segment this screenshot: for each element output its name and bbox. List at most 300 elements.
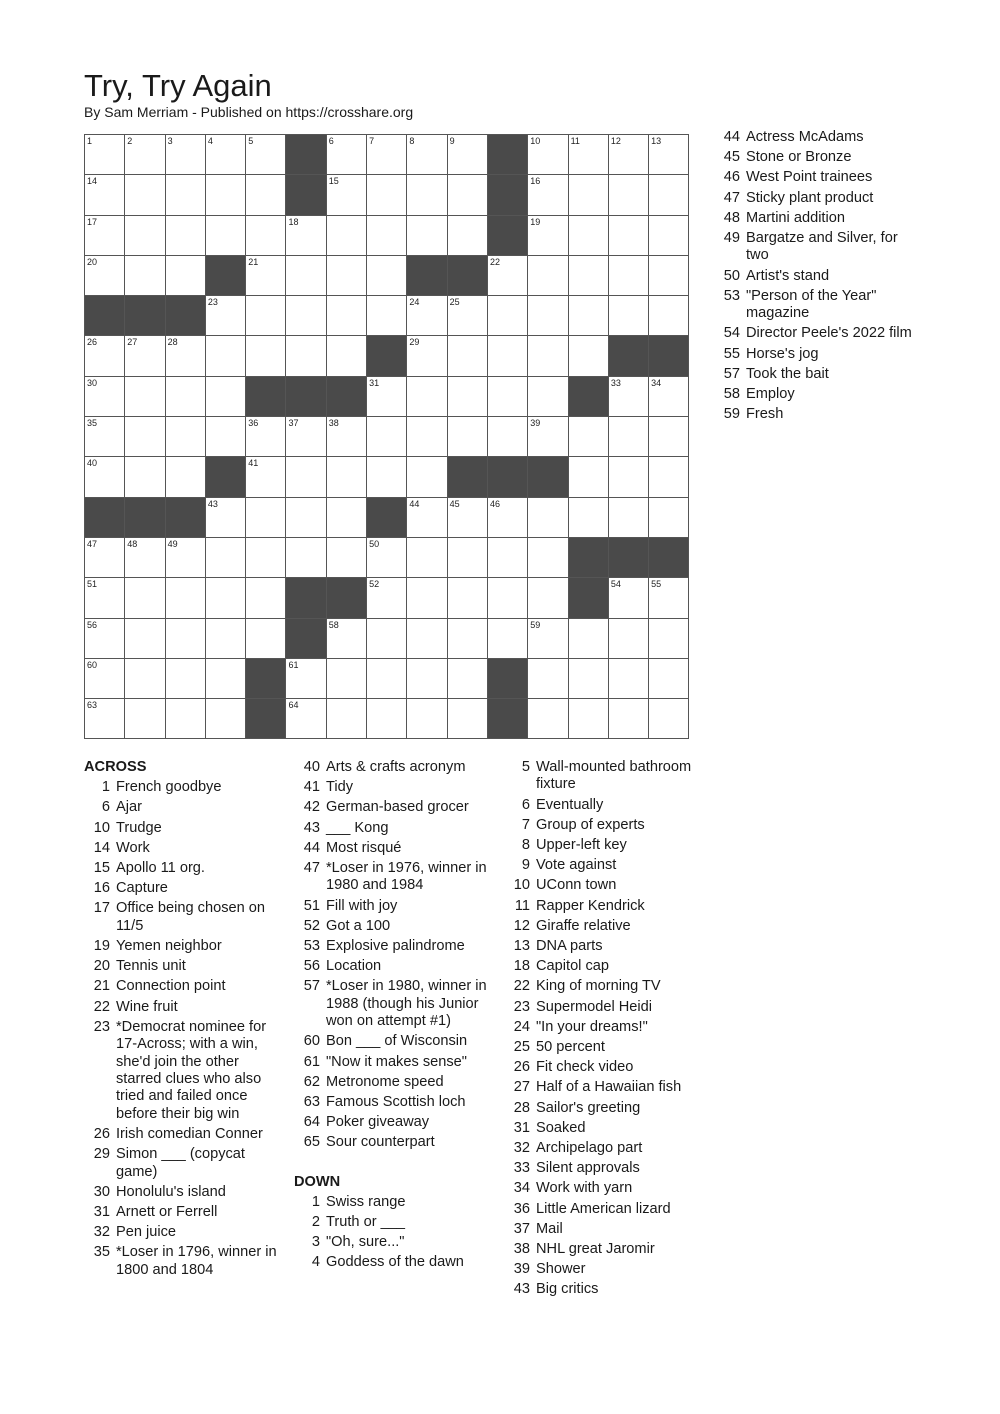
grid-cell[interactable] (528, 175, 568, 215)
grid-cell[interactable] (448, 699, 488, 739)
clue[interactable] (504, 857, 704, 874)
grid-cell[interactable] (609, 216, 649, 256)
grid-cell[interactable] (569, 619, 609, 659)
grid-cell[interactable] (85, 699, 125, 739)
grid-cell[interactable] (85, 417, 125, 457)
grid-cell[interactable] (649, 659, 689, 699)
grid-cell[interactable] (649, 296, 689, 336)
grid-cell[interactable] (85, 336, 125, 376)
grid-cell[interactable] (448, 135, 488, 175)
clue[interactable] (84, 799, 278, 816)
clue[interactable] (714, 325, 914, 342)
grid-cell[interactable] (327, 659, 367, 699)
grid-cell[interactable] (528, 498, 568, 538)
grid-cell[interactable] (327, 256, 367, 296)
clue-number: 34 (513, 1180, 530, 1197)
clue-text: Arts & crafts acronym (326, 759, 466, 775)
grid-cell[interactable] (85, 619, 125, 659)
grid-cell[interactable] (125, 699, 165, 739)
clue[interactable] (504, 1180, 704, 1197)
grid-cell[interactable] (206, 619, 246, 659)
clue-text: Truth or ___ (326, 1214, 405, 1231)
clue[interactable] (84, 1184, 278, 1201)
grid-cell[interactable] (367, 659, 407, 699)
grid-cell[interactable] (246, 336, 286, 376)
grid-cell[interactable] (206, 135, 246, 175)
clue-text: Martini addition (746, 209, 845, 226)
grid-cell[interactable] (407, 296, 447, 336)
grid-cell[interactable] (569, 135, 609, 175)
grid-cell[interactable] (166, 216, 206, 256)
grid-cell[interactable] (327, 336, 367, 376)
clue[interactable] (714, 346, 914, 363)
grid-cell[interactable] (206, 336, 246, 376)
cell-number: 35 (87, 418, 98, 429)
clue-text: Mail (536, 1220, 563, 1237)
clue[interactable] (294, 978, 490, 1030)
grid-cell[interactable] (246, 216, 286, 256)
grid-cell[interactable] (528, 417, 568, 457)
grid-cell[interactable] (166, 135, 206, 175)
clue-number: 32 (513, 1140, 530, 1157)
grid-cell[interactable] (367, 538, 407, 578)
grid-cell[interactable] (448, 619, 488, 659)
grid-cell[interactable] (125, 659, 165, 699)
clue[interactable] (714, 366, 914, 383)
grid-cell[interactable] (448, 417, 488, 457)
clue[interactable] (504, 1039, 704, 1056)
clue[interactable] (84, 820, 278, 837)
clue[interactable] (294, 1114, 490, 1131)
grid-cell[interactable] (448, 578, 488, 618)
grid-cell[interactable] (367, 256, 407, 296)
grid-cell[interactable] (166, 417, 206, 457)
grid-cell[interactable] (246, 578, 286, 618)
clue[interactable] (504, 1079, 704, 1096)
clue-text: Upper-left key (536, 837, 627, 854)
black-square (528, 457, 568, 497)
cell-number: 17 (87, 216, 98, 227)
clue[interactable] (294, 1194, 490, 1211)
grid-cell[interactable] (488, 417, 528, 457)
clue[interactable] (294, 918, 490, 935)
grid-cell[interactable] (649, 417, 689, 457)
grid-cell[interactable] (125, 336, 165, 376)
clue[interactable] (714, 190, 914, 207)
grid-cell[interactable] (649, 256, 689, 296)
clue[interactable] (84, 1224, 278, 1241)
cell-number: 38 (328, 418, 339, 429)
clue-list (84, 779, 278, 1279)
grid-cell[interactable] (448, 659, 488, 699)
grid-cell[interactable] (609, 659, 649, 699)
clue[interactable] (504, 1261, 704, 1278)
grid-cell[interactable] (125, 538, 165, 578)
clue[interactable] (294, 1214, 490, 1231)
grid-cell[interactable] (85, 256, 125, 296)
cell-number: 7 (369, 136, 375, 146)
clue[interactable] (294, 1094, 490, 1111)
black-square (246, 659, 286, 699)
grid-cell[interactable] (569, 659, 609, 699)
grid-cell[interactable] (327, 135, 367, 175)
grid-cell[interactable] (649, 135, 689, 175)
clue-number: 14 (93, 839, 110, 856)
grid-cell[interactable] (85, 175, 125, 215)
clue[interactable] (504, 1221, 704, 1238)
clue[interactable] (294, 938, 490, 955)
grid-cell[interactable] (528, 135, 568, 175)
grid-cell[interactable] (528, 256, 568, 296)
grid-cell[interactable] (569, 457, 609, 497)
grid-cell[interactable] (246, 498, 286, 538)
clue[interactable] (294, 1134, 490, 1151)
grid-cell[interactable] (649, 498, 689, 538)
grid-cell[interactable] (166, 699, 206, 739)
grid-cell[interactable] (327, 498, 367, 538)
grid-cell[interactable] (569, 175, 609, 215)
grid-cell[interactable] (448, 216, 488, 256)
grid-cell[interactable] (407, 659, 447, 699)
grid-cell[interactable] (367, 135, 407, 175)
clue-text: Fill with joy (326, 897, 398, 914)
clue-number: 24 (513, 1018, 530, 1035)
clue[interactable] (714, 268, 914, 285)
grid-cell[interactable] (609, 619, 649, 659)
grid-cell[interactable] (85, 457, 125, 497)
clue[interactable] (294, 759, 490, 776)
grid-cell[interactable] (166, 619, 206, 659)
grid-cell[interactable] (528, 619, 568, 659)
grid-cell[interactable] (528, 699, 568, 739)
clue[interactable] (714, 210, 914, 227)
clue[interactable] (504, 1241, 704, 1258)
grid-cell[interactable] (407, 216, 447, 256)
grid-cell[interactable] (407, 498, 447, 538)
grid-cell[interactable] (246, 175, 286, 215)
grid-cell[interactable] (609, 498, 649, 538)
grid-cell[interactable] (609, 175, 649, 215)
grid-cell[interactable] (488, 296, 528, 336)
grid-cell[interactable] (166, 538, 206, 578)
grid-cell[interactable] (166, 578, 206, 618)
grid-cell[interactable] (367, 699, 407, 739)
clue[interactable] (294, 820, 490, 837)
clue-number: 65 (303, 1134, 320, 1151)
grid-cell[interactable] (327, 457, 367, 497)
clue-number: 12 (513, 917, 530, 934)
clue[interactable] (84, 1244, 278, 1279)
clue[interactable] (84, 938, 278, 955)
grid-cell[interactable] (407, 457, 447, 497)
grid-cell[interactable] (649, 457, 689, 497)
grid-cell[interactable] (649, 699, 689, 739)
grid-cell[interactable] (569, 417, 609, 457)
grid-cell[interactable] (609, 135, 649, 175)
grid-cell[interactable] (286, 699, 326, 739)
grid-cell[interactable] (246, 619, 286, 659)
clue[interactable] (504, 958, 704, 975)
grid-cell[interactable] (166, 377, 206, 417)
grid-cell[interactable] (246, 457, 286, 497)
clue[interactable] (294, 1234, 490, 1251)
grid-cell[interactable] (367, 175, 407, 215)
clue-text: Half of a Hawaiian fish (536, 1079, 682, 1096)
grid-cell[interactable] (609, 417, 649, 457)
clue[interactable] (294, 840, 490, 857)
grid-cell[interactable] (286, 336, 326, 376)
grid-cell[interactable] (488, 336, 528, 376)
grid-cell[interactable] (85, 216, 125, 256)
grid-cell[interactable] (85, 538, 125, 578)
grid-cell[interactable] (569, 498, 609, 538)
grid-cell[interactable] (488, 256, 528, 296)
grid-cell[interactable] (206, 538, 246, 578)
grid-cell[interactable] (407, 377, 447, 417)
grid-cell[interactable] (407, 135, 447, 175)
grid-cell[interactable] (125, 216, 165, 256)
grid-cell[interactable] (649, 216, 689, 256)
grid-cell[interactable] (125, 256, 165, 296)
grid-cell[interactable] (286, 216, 326, 256)
grid-cell[interactable] (609, 296, 649, 336)
grid-cell[interactable] (327, 699, 367, 739)
clue[interactable] (84, 1204, 278, 1221)
grid-cell[interactable] (488, 538, 528, 578)
grid-cell[interactable] (649, 619, 689, 659)
black-square (407, 256, 447, 296)
clue[interactable] (714, 129, 914, 146)
grid-cell[interactable] (125, 417, 165, 457)
grid-cell[interactable] (367, 578, 407, 618)
clue[interactable] (504, 918, 704, 935)
grid-cell[interactable] (407, 699, 447, 739)
clue[interactable] (84, 1126, 278, 1143)
clue[interactable] (714, 169, 914, 186)
grid-cell[interactable] (569, 336, 609, 376)
clue[interactable] (504, 938, 704, 955)
grid-cell[interactable] (488, 619, 528, 659)
grid-cell[interactable] (569, 256, 609, 296)
grid-cell[interactable] (85, 578, 125, 618)
grid-cell[interactable] (448, 377, 488, 417)
grid-cell[interactable] (246, 256, 286, 296)
grid-cell[interactable] (206, 377, 246, 417)
clue[interactable] (294, 1254, 490, 1271)
grid-cell[interactable] (327, 538, 367, 578)
cell-number: 20 (87, 256, 98, 267)
grid-cell[interactable] (407, 175, 447, 215)
clue[interactable] (84, 1146, 278, 1181)
grid-cell[interactable] (488, 377, 528, 417)
grid-cell[interactable] (488, 578, 528, 618)
grid-cell[interactable] (206, 659, 246, 699)
clue[interactable] (84, 1019, 278, 1123)
grid-cell[interactable] (327, 619, 367, 659)
grid-cell[interactable] (448, 336, 488, 376)
grid-cell[interactable] (528, 659, 568, 699)
grid-cell[interactable] (448, 498, 488, 538)
clue-number: 37 (513, 1220, 530, 1237)
grid-cell[interactable] (528, 538, 568, 578)
grid-cell[interactable] (286, 296, 326, 336)
clue[interactable] (84, 958, 278, 975)
clue-number: 4 (311, 1254, 320, 1271)
grid-cell[interactable] (649, 578, 689, 618)
clue[interactable] (504, 1160, 704, 1177)
grid-cell[interactable] (448, 538, 488, 578)
grid-cell[interactable] (206, 175, 246, 215)
clue-text: DNA parts (536, 938, 603, 955)
grid-cell[interactable] (166, 336, 206, 376)
grid-cell[interactable] (125, 135, 165, 175)
clue[interactable] (84, 880, 278, 897)
clue[interactable] (504, 1100, 704, 1117)
grid-cell[interactable] (407, 619, 447, 659)
grid-cell[interactable] (286, 498, 326, 538)
grid-cell[interactable] (327, 216, 367, 256)
grid-cell[interactable] (125, 457, 165, 497)
grid-cell[interactable] (246, 538, 286, 578)
grid-cell[interactable] (246, 296, 286, 336)
grid-cell[interactable] (609, 377, 649, 417)
clue[interactable] (294, 1033, 490, 1050)
clue[interactable] (504, 1201, 704, 1218)
grid-cell[interactable] (367, 296, 407, 336)
grid-cell[interactable] (407, 538, 447, 578)
clue-number: 58 (723, 386, 740, 403)
clue[interactable] (294, 1054, 490, 1071)
grid-cell[interactable] (569, 296, 609, 336)
grid-cell[interactable] (286, 538, 326, 578)
clue[interactable] (84, 860, 278, 877)
grid-cell[interactable] (528, 296, 568, 336)
grid-cell[interactable] (206, 216, 246, 256)
clue[interactable] (294, 779, 490, 796)
clue-list (294, 1194, 490, 1272)
clue[interactable] (294, 860, 490, 895)
grid-cell[interactable] (206, 417, 246, 457)
clue[interactable] (504, 1019, 704, 1036)
clue[interactable] (84, 978, 278, 995)
grid-cell[interactable] (649, 377, 689, 417)
clue-number: 43 (513, 1281, 530, 1298)
down-clues-column-4 (714, 129, 914, 426)
grid-cell[interactable] (125, 377, 165, 417)
black-square (609, 336, 649, 376)
clue[interactable] (294, 958, 490, 975)
clue[interactable] (294, 799, 490, 816)
clue[interactable] (84, 779, 278, 796)
grid-cell[interactable] (166, 175, 206, 215)
grid-cell[interactable] (327, 296, 367, 336)
clue[interactable] (504, 817, 704, 834)
grid-cell[interactable] (206, 498, 246, 538)
clue[interactable] (504, 1140, 704, 1157)
grid-cell[interactable] (246, 135, 286, 175)
clue[interactable] (504, 837, 704, 854)
grid-cell[interactable] (85, 135, 125, 175)
grid-cell[interactable] (609, 256, 649, 296)
grid-cell[interactable] (286, 659, 326, 699)
grid-cell[interactable] (407, 336, 447, 376)
clue[interactable] (84, 999, 278, 1016)
grid-cell[interactable] (569, 216, 609, 256)
grid-cell[interactable] (367, 377, 407, 417)
grid-cell[interactable] (528, 336, 568, 376)
clue[interactable] (714, 230, 914, 265)
grid-cell[interactable] (407, 417, 447, 457)
grid-cell[interactable] (206, 296, 246, 336)
grid-cell[interactable] (367, 417, 407, 457)
grid-cell[interactable] (327, 417, 367, 457)
clue[interactable] (504, 978, 704, 995)
clue-number: 36 (513, 1200, 530, 1217)
clue-number: 23 (513, 998, 530, 1015)
clue-list (504, 759, 704, 1299)
grid-cell[interactable] (286, 457, 326, 497)
grid-cell[interactable] (609, 457, 649, 497)
grid-cell[interactable] (166, 256, 206, 296)
clue[interactable] (504, 759, 704, 794)
grid-cell[interactable] (448, 175, 488, 215)
grid-cell[interactable] (286, 417, 326, 457)
grid-cell[interactable] (528, 216, 568, 256)
grid-cell[interactable] (367, 216, 407, 256)
clue[interactable] (714, 288, 914, 323)
grid-cell[interactable] (367, 619, 407, 659)
grid-cell[interactable] (206, 699, 246, 739)
grid-cell[interactable] (166, 457, 206, 497)
clue[interactable] (504, 1059, 704, 1076)
grid-cell[interactable] (609, 699, 649, 739)
grid-cell[interactable] (166, 659, 206, 699)
clue[interactable] (84, 900, 278, 935)
grid-cell[interactable] (488, 498, 528, 538)
grid-cell[interactable] (528, 377, 568, 417)
grid-cell[interactable] (367, 457, 407, 497)
grid-cell[interactable] (569, 699, 609, 739)
grid-cell[interactable] (448, 296, 488, 336)
grid-cell[interactable] (125, 578, 165, 618)
grid-cell[interactable] (609, 578, 649, 618)
clue[interactable] (504, 1281, 704, 1298)
clue[interactable] (714, 406, 914, 423)
grid-cell[interactable] (85, 659, 125, 699)
clue[interactable] (294, 898, 490, 915)
cell-number: 6 (328, 136, 334, 146)
clue[interactable] (504, 877, 704, 894)
clue[interactable] (714, 386, 914, 403)
grid-cell[interactable] (327, 175, 367, 215)
grid-cell[interactable] (125, 619, 165, 659)
clue[interactable] (714, 149, 914, 166)
grid-cell[interactable] (125, 175, 165, 215)
clue[interactable] (294, 1074, 490, 1091)
grid-cell[interactable] (528, 578, 568, 618)
clue[interactable] (84, 840, 278, 857)
clue[interactable] (504, 898, 704, 915)
grid-cell[interactable] (206, 578, 246, 618)
clue[interactable] (504, 797, 704, 814)
clue[interactable] (504, 999, 704, 1016)
grid-cell[interactable] (649, 175, 689, 215)
clue[interactable] (504, 1120, 704, 1137)
grid-cell[interactable] (246, 417, 286, 457)
grid-cell[interactable] (85, 377, 125, 417)
grid-cell[interactable] (286, 256, 326, 296)
grid-cell[interactable] (407, 578, 447, 618)
